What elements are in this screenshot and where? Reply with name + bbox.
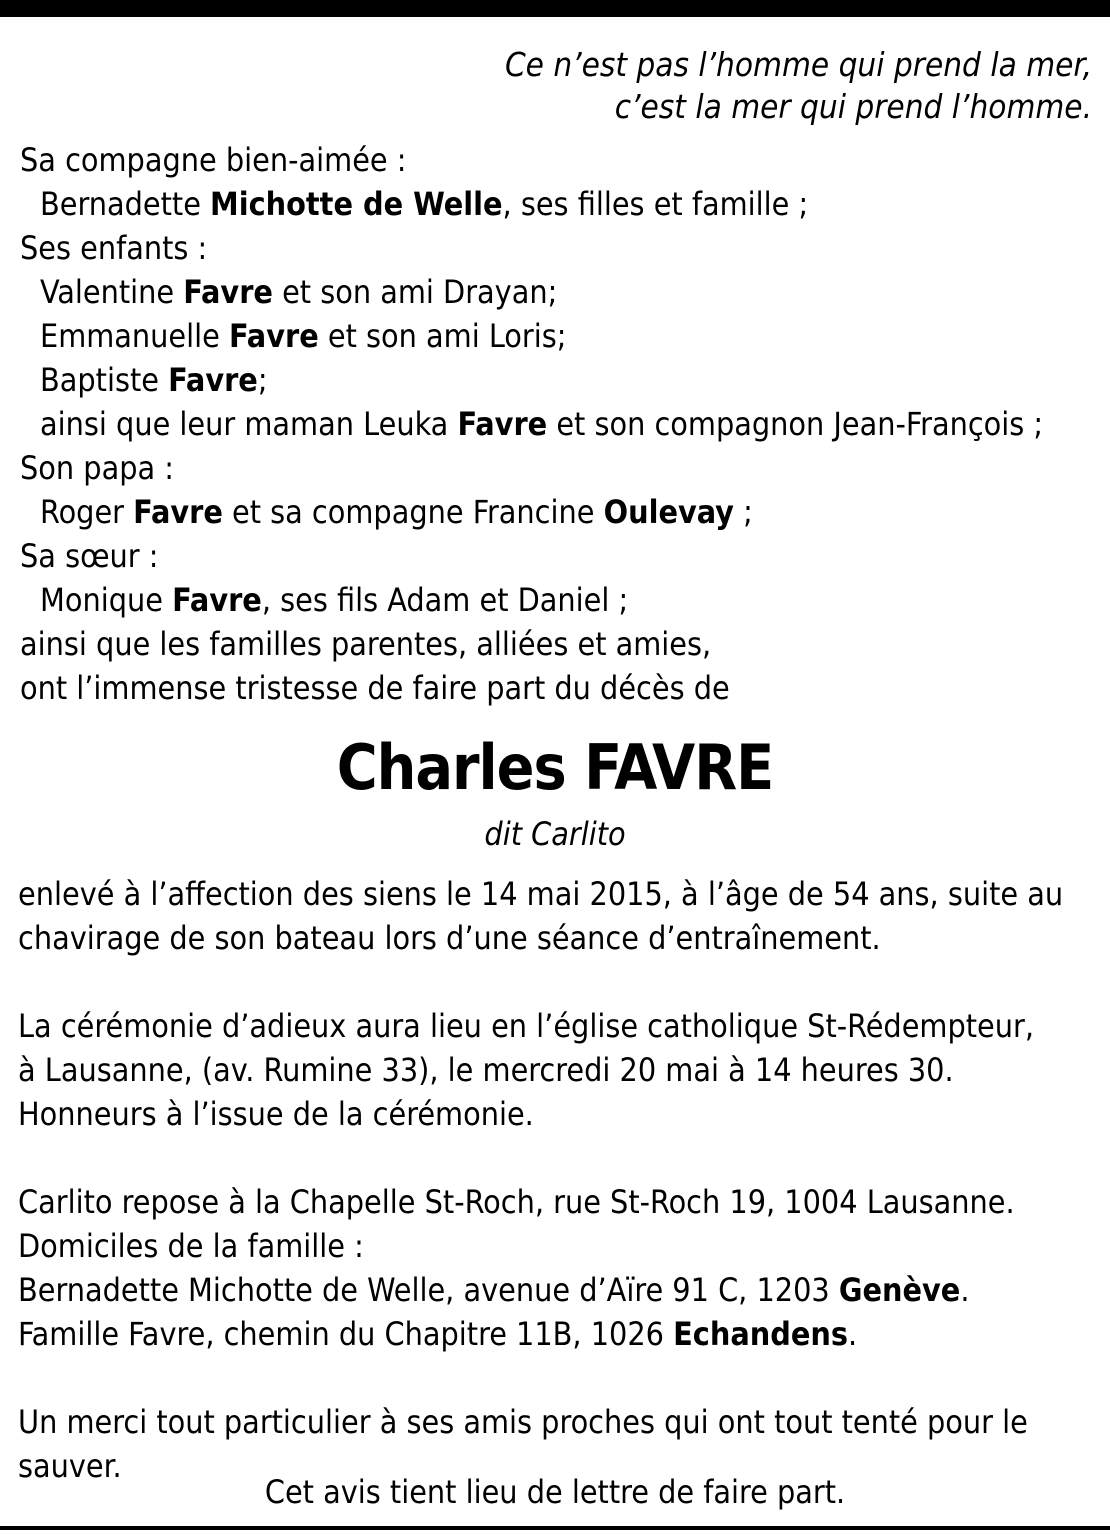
- child-line-1: Valentine Favre et son ami Drayan;: [40, 273, 558, 311]
- bottom-rule: [0, 1526, 1110, 1530]
- ceremony-line-2: à Lausanne, (av. Rumine 33), le mercredi 20 mai à 14 heures 30.: [18, 1051, 954, 1089]
- ceremony-line-1: La cérémonie d’adieux aura lieu en l’église catholique St-Rédempteur,: [18, 1007, 1034, 1045]
- death-line-1: enlevé à l’affection des siens le 14 mai 2015, à l’âge de 54 ans, suite au: [18, 875, 1064, 913]
- child-line-3: Baptiste Favre;: [40, 361, 268, 399]
- relatives-line: ainsi que les familles parentes, alliées et amies,: [20, 625, 712, 663]
- epigraph: [505, 44, 1092, 128]
- ceremony-line-3: Honneurs à l’issue de la cérémonie.: [18, 1095, 534, 1133]
- partner-surname: Michotte de Welle: [210, 185, 503, 223]
- address-line-1: Bernadette Michotte de Welle, avenue d’Aïre 91 C, 1203 Genève.: [18, 1271, 970, 1309]
- chapel-line: Carlito repose à la Chapelle St-Roch, rue St-Roch 19, 1004 Lausanne.: [18, 1183, 1015, 1221]
- thanks-line-2: sauver.: [18, 1447, 122, 1485]
- partner-label: Sa compagne bien-aimée :: [20, 141, 407, 179]
- notice-body: [0, 872, 1110, 1488]
- sister-line: Monique Favre, ses fils Adam et Daniel ;: [40, 581, 629, 619]
- death-line-2: chavirage de son bateau lors d’une séance d’entraînement.: [18, 919, 881, 957]
- partner-line: Bernadette Michotte de Welle, ses filles et famille ;: [40, 185, 809, 223]
- father-line: Roger Favre et sa compagne Francine Oulevay ;: [40, 493, 753, 531]
- mother-line: ainsi que leur maman Leuka Favre et son compagnon Jean-François ;: [40, 405, 1044, 443]
- children-label: Ses enfants :: [20, 229, 208, 267]
- domiciles-label: Domiciles de la famille :: [18, 1227, 364, 1265]
- address-line-2: Famille Favre, chemin du Chapitre 11B, 1026 Echandens.: [18, 1315, 858, 1353]
- sister-label: Sa sœur :: [20, 537, 159, 575]
- deceased-name: Charles FAVRE: [336, 731, 774, 804]
- announcement-line: ont l’immense tristesse de faire part du décès de: [20, 669, 730, 707]
- top-rule: [0, 0, 1110, 17]
- epigraph-line-2: c’est la mer qui prend l’homme.: [614, 87, 1092, 126]
- child-line-2: Emmanuelle Favre et son ami Loris;: [40, 317, 567, 355]
- closing-note: Cet avis tient lieu de lettre de faire part.: [264, 1473, 846, 1511]
- father-label: Son papa :: [20, 449, 174, 487]
- family-list: [0, 138, 1110, 710]
- epigraph-line-1: Ce n’est pas l’homme qui prend la mer,: [504, 45, 1092, 84]
- deceased-nickname: dit Carlito: [484, 815, 626, 853]
- thanks-line-1: Un merci tout particulier à ses amis proches qui ont tout tenté pour le: [18, 1403, 1028, 1441]
